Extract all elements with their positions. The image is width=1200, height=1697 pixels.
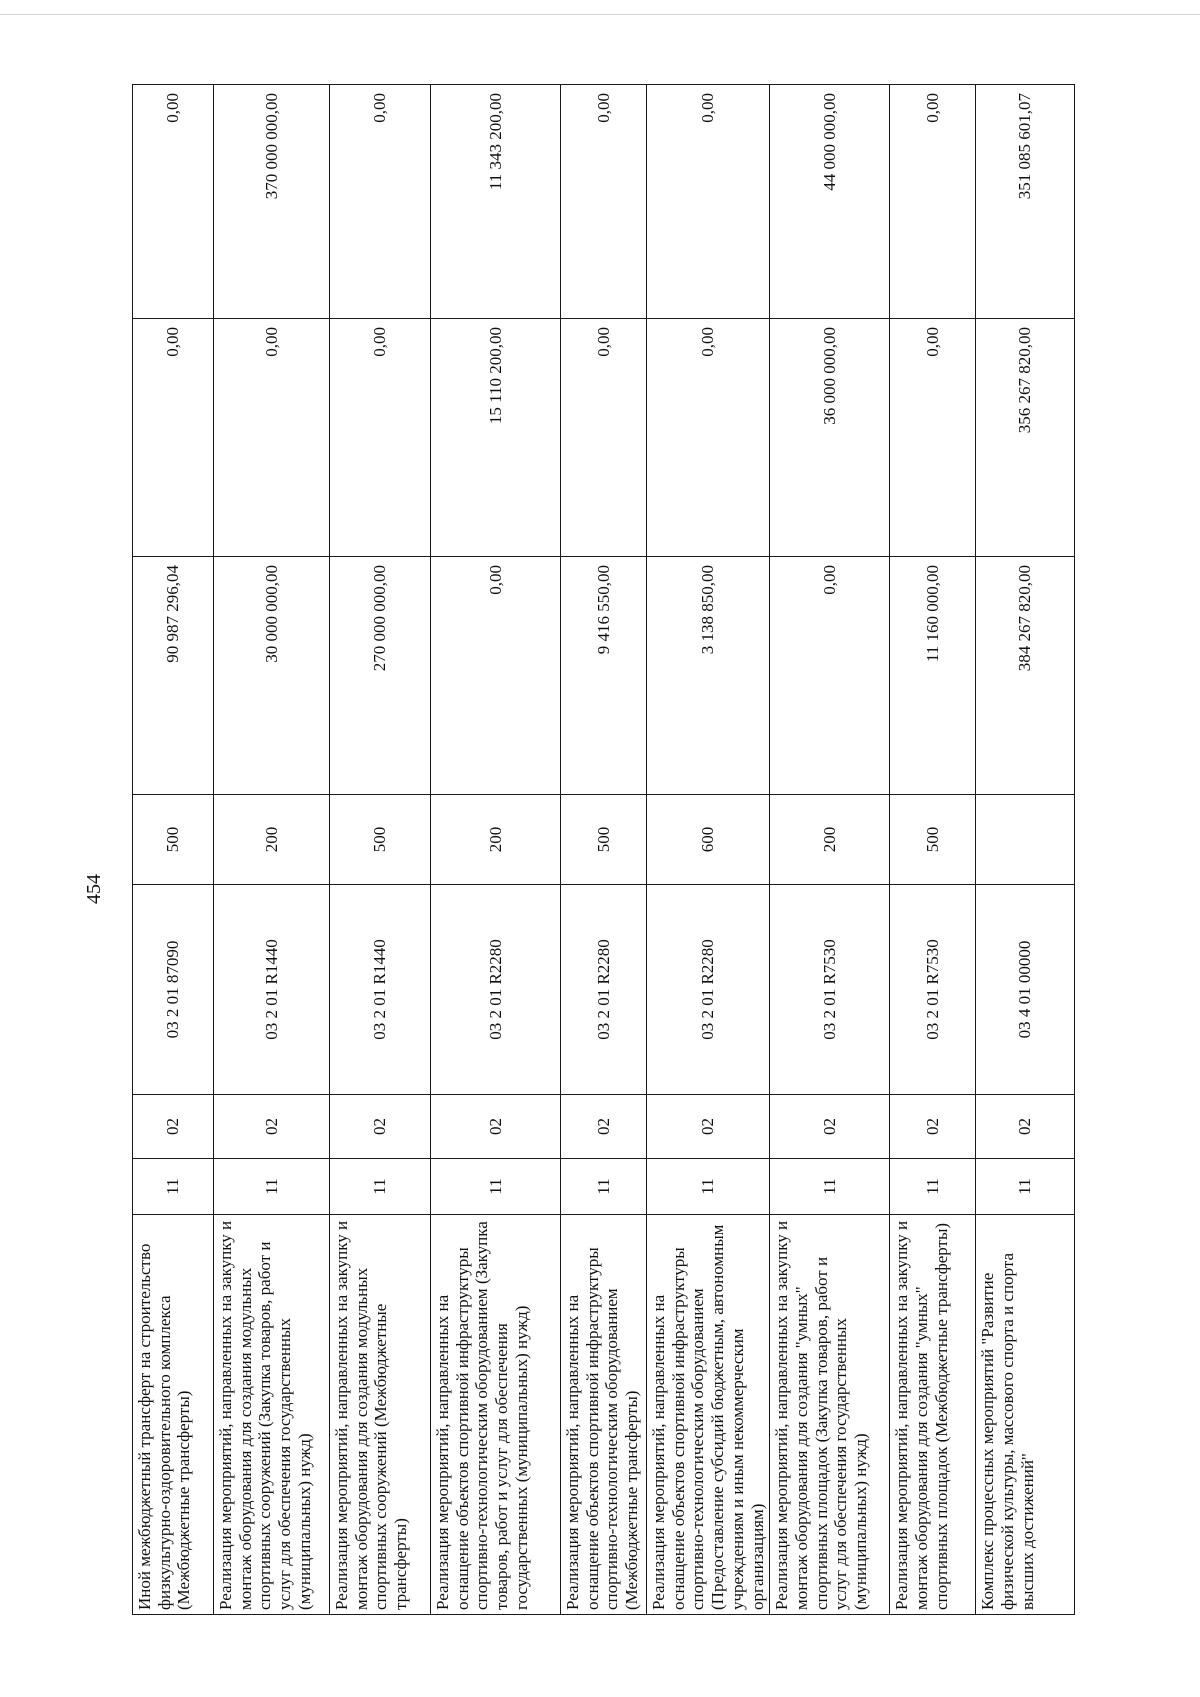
cell-sum-2: 36 000 000,00 <box>770 319 890 557</box>
table-row <box>647 85 770 1615</box>
cell-section: 11 <box>647 1159 770 1215</box>
cell-description: Реализация мероприятий, направленных на закупку и монтаж оборудования для создания "умных" спортивных площадок (Закупка товаров, работ и услуг для обеспечения государственных (муниципальных) нужд) <box>770 1215 890 1615</box>
cell-target-code: 03 2 01 R7530 <box>770 885 890 1095</box>
rotated-table-container <box>132 85 1072 1615</box>
table-row <box>976 85 1075 1615</box>
cell-expense-type: 200 <box>214 795 330 885</box>
cell-description: Реализация мероприятий, направленных на закупку и монтаж оборудования для создания модульных спортивных сооружений (Межбюджетные трансферты) <box>330 1215 431 1615</box>
cell-sum-3: 0,00 <box>133 85 214 319</box>
table-row <box>431 85 561 1615</box>
table-row <box>561 85 647 1615</box>
cell-section: 11 <box>330 1159 431 1215</box>
cell-sum-1: 90 987 296,04 <box>133 557 214 795</box>
cell-sum-3: 0,00 <box>890 85 976 319</box>
cell-sum-1: 3 138 850,00 <box>647 557 770 795</box>
cell-section: 11 <box>890 1159 976 1215</box>
cell-target-code: 03 2 01 R1440 <box>214 885 330 1095</box>
cell-description: Реализация мероприятий, направленных на закупку и монтаж оборудования для создания модульных спортивных сооружений (Закупка товаров, работ и услуг для обеспечения государственных (муниципальных) нужд) <box>214 1215 330 1615</box>
cell-expense-type <box>976 795 1075 885</box>
cell-section: 11 <box>976 1159 1075 1215</box>
table-row <box>133 85 214 1615</box>
cell-sum-1: 0,00 <box>431 557 561 795</box>
table-row <box>890 85 976 1615</box>
cell-target-code: 03 2 01 87090 <box>133 885 214 1095</box>
cell-section: 11 <box>561 1159 647 1215</box>
cell-subsection: 02 <box>890 1095 976 1159</box>
cell-section: 11 <box>133 1159 214 1215</box>
cell-subsection: 02 <box>561 1095 647 1159</box>
cell-sum-1: 9 416 550,00 <box>561 557 647 795</box>
cell-sum-2: 0,00 <box>890 319 976 557</box>
cell-sum-2: 0,00 <box>647 319 770 557</box>
cell-sum-2: 15 110 200,00 <box>431 319 561 557</box>
cell-description: Реализация мероприятий, направленных на закупку и монтаж оборудования для создания "умных" спортивных площадок (Межбюджетные трансферты) <box>890 1215 976 1615</box>
table-row <box>770 85 890 1615</box>
cell-sum-3: 44 000 000,00 <box>770 85 890 319</box>
cell-sum-3: 0,00 <box>561 85 647 319</box>
cell-subsection: 02 <box>647 1095 770 1159</box>
cell-subsection: 02 <box>976 1095 1075 1159</box>
cell-description: Комплекс процессных мероприятий "Развитие физической культуры, массового спорта и спорта высших достижений" <box>976 1215 1075 1615</box>
cell-sum-1: 384 267 820,00 <box>976 557 1075 795</box>
cell-target-code: 03 2 01 R7530 <box>890 885 976 1095</box>
cell-target-code: 03 2 01 R2280 <box>647 885 770 1095</box>
cell-description: Иной межбюджетный трансферт на строительство физкультурно-оздоровительного комплекса (Межбюджетные трансферты) <box>133 1215 214 1615</box>
cell-sum-2: 0,00 <box>561 319 647 557</box>
cell-sum-1: 11 160 000,00 <box>890 557 976 795</box>
cell-section: 11 <box>431 1159 561 1215</box>
cell-section: 11 <box>214 1159 330 1215</box>
cell-sum-3: 351 085 601,07 <box>976 85 1075 319</box>
cell-expense-type: 500 <box>330 795 431 885</box>
cell-expense-type: 200 <box>770 795 890 885</box>
cell-sum-3: 11 343 200,00 <box>431 85 561 319</box>
cell-sum-1: 30 000 000,00 <box>214 557 330 795</box>
cell-sum-2: 0,00 <box>133 319 214 557</box>
cell-sum-2: 356 267 820,00 <box>976 319 1075 557</box>
cell-target-code: 03 2 01 R2280 <box>561 885 647 1095</box>
scan-edge-line <box>0 14 1200 15</box>
cell-description: Реализация мероприятий, направленных на оснащение объектов спортивной инфраструктуры спортивно-технологическим оборудованием (Закупка товаров, работ и услуг для обеспечения государственных (муниципальных) нужд) <box>431 1215 561 1615</box>
cell-sum-2: 0,00 <box>330 319 431 557</box>
cell-section: 11 <box>770 1159 890 1215</box>
cell-sum-3: 0,00 <box>330 85 431 319</box>
cell-description: Реализация мероприятий, направленных на оснащение объектов спортивной инфраструктуры спортивно-технологическим оборудованием (Межбюджетные трансферты) <box>561 1215 647 1615</box>
cell-subsection: 02 <box>330 1095 431 1159</box>
cell-target-code: 03 2 01 R1440 <box>330 885 431 1095</box>
cell-subsection: 02 <box>133 1095 214 1159</box>
cell-expense-type: 500 <box>133 795 214 885</box>
cell-expense-type: 200 <box>431 795 561 885</box>
cell-target-code: 03 2 01 R2280 <box>431 885 561 1095</box>
cell-sum-3: 370 000 000,00 <box>214 85 330 319</box>
budget-table <box>132 84 1075 1615</box>
cell-sum-1: 0,00 <box>770 557 890 795</box>
cell-expense-type: 600 <box>647 795 770 885</box>
cell-target-code: 03 4 01 00000 <box>976 885 1075 1095</box>
cell-sum-2: 0,00 <box>214 319 330 557</box>
cell-expense-type: 500 <box>561 795 647 885</box>
table-row <box>214 85 330 1615</box>
cell-description: Реализация мероприятий, направленных на оснащение объектов спортивной инфраструктуры спортивно-технологическим оборудованием (Предоставление субсидий бюджетным, автономным учреждениям и иным некоммерческим организациям) <box>647 1215 770 1615</box>
table-row <box>330 85 431 1615</box>
cell-subsection: 02 <box>214 1095 330 1159</box>
cell-subsection: 02 <box>431 1095 561 1159</box>
cell-subsection: 02 <box>770 1095 890 1159</box>
cell-expense-type: 500 <box>890 795 976 885</box>
page-number: 454 <box>83 874 105 904</box>
cell-sum-1: 270 000 000,00 <box>330 557 431 795</box>
cell-sum-3: 0,00 <box>647 85 770 319</box>
